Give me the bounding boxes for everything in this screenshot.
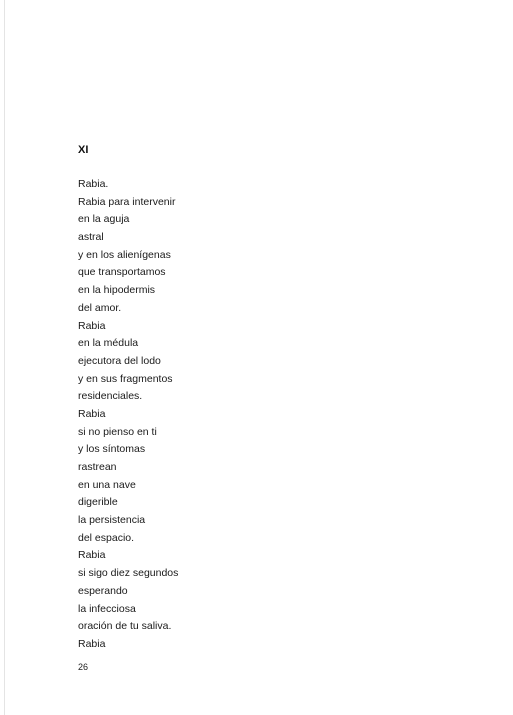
section-heading: XI bbox=[78, 144, 89, 156]
poem-line: oración de tu saliva. bbox=[78, 620, 172, 633]
poem-line: Rabia bbox=[78, 637, 106, 650]
poem-line: astral bbox=[78, 231, 104, 244]
poem-line: rastrean bbox=[78, 461, 117, 473]
poem-line: en la hipodermis bbox=[78, 284, 156, 297]
poem-line: en la médula bbox=[78, 337, 139, 350]
poem-line: Rabia. bbox=[78, 178, 109, 190]
poem-line: ejecutora del lodo bbox=[78, 354, 161, 367]
poem-line: si sigo diez segundos bbox=[78, 567, 179, 580]
poem-line: que transportamos bbox=[78, 266, 166, 279]
poem-line: y los síntomas bbox=[78, 443, 146, 456]
page-edge-divider bbox=[4, 0, 5, 715]
poem-line: Rabia bbox=[78, 549, 106, 562]
poem-line: la persistencia bbox=[78, 514, 146, 527]
poem-line: Rabia bbox=[78, 319, 106, 332]
poem-body bbox=[78, 176, 178, 654]
poem-line: Rabia bbox=[78, 407, 106, 420]
poem-line: y en los alienígenas bbox=[78, 248, 171, 261]
poem-line: en la aguja bbox=[78, 213, 130, 226]
poem-line: digerible bbox=[78, 496, 118, 509]
poem-line: si no pienso en ti bbox=[78, 425, 157, 438]
poem-line: y en sus fragmentos bbox=[78, 372, 173, 385]
poem-line: en una nave bbox=[78, 478, 136, 491]
poem-line: la infecciosa bbox=[78, 602, 136, 615]
poem-line: del espacio. bbox=[78, 531, 135, 544]
poem-line: residenciales. bbox=[78, 390, 143, 403]
page-number: 26 bbox=[78, 662, 89, 672]
poem-line: Rabia para intervenir bbox=[78, 195, 176, 208]
poem-line: del amor. bbox=[78, 301, 122, 314]
poem-line: esperando bbox=[78, 584, 128, 597]
